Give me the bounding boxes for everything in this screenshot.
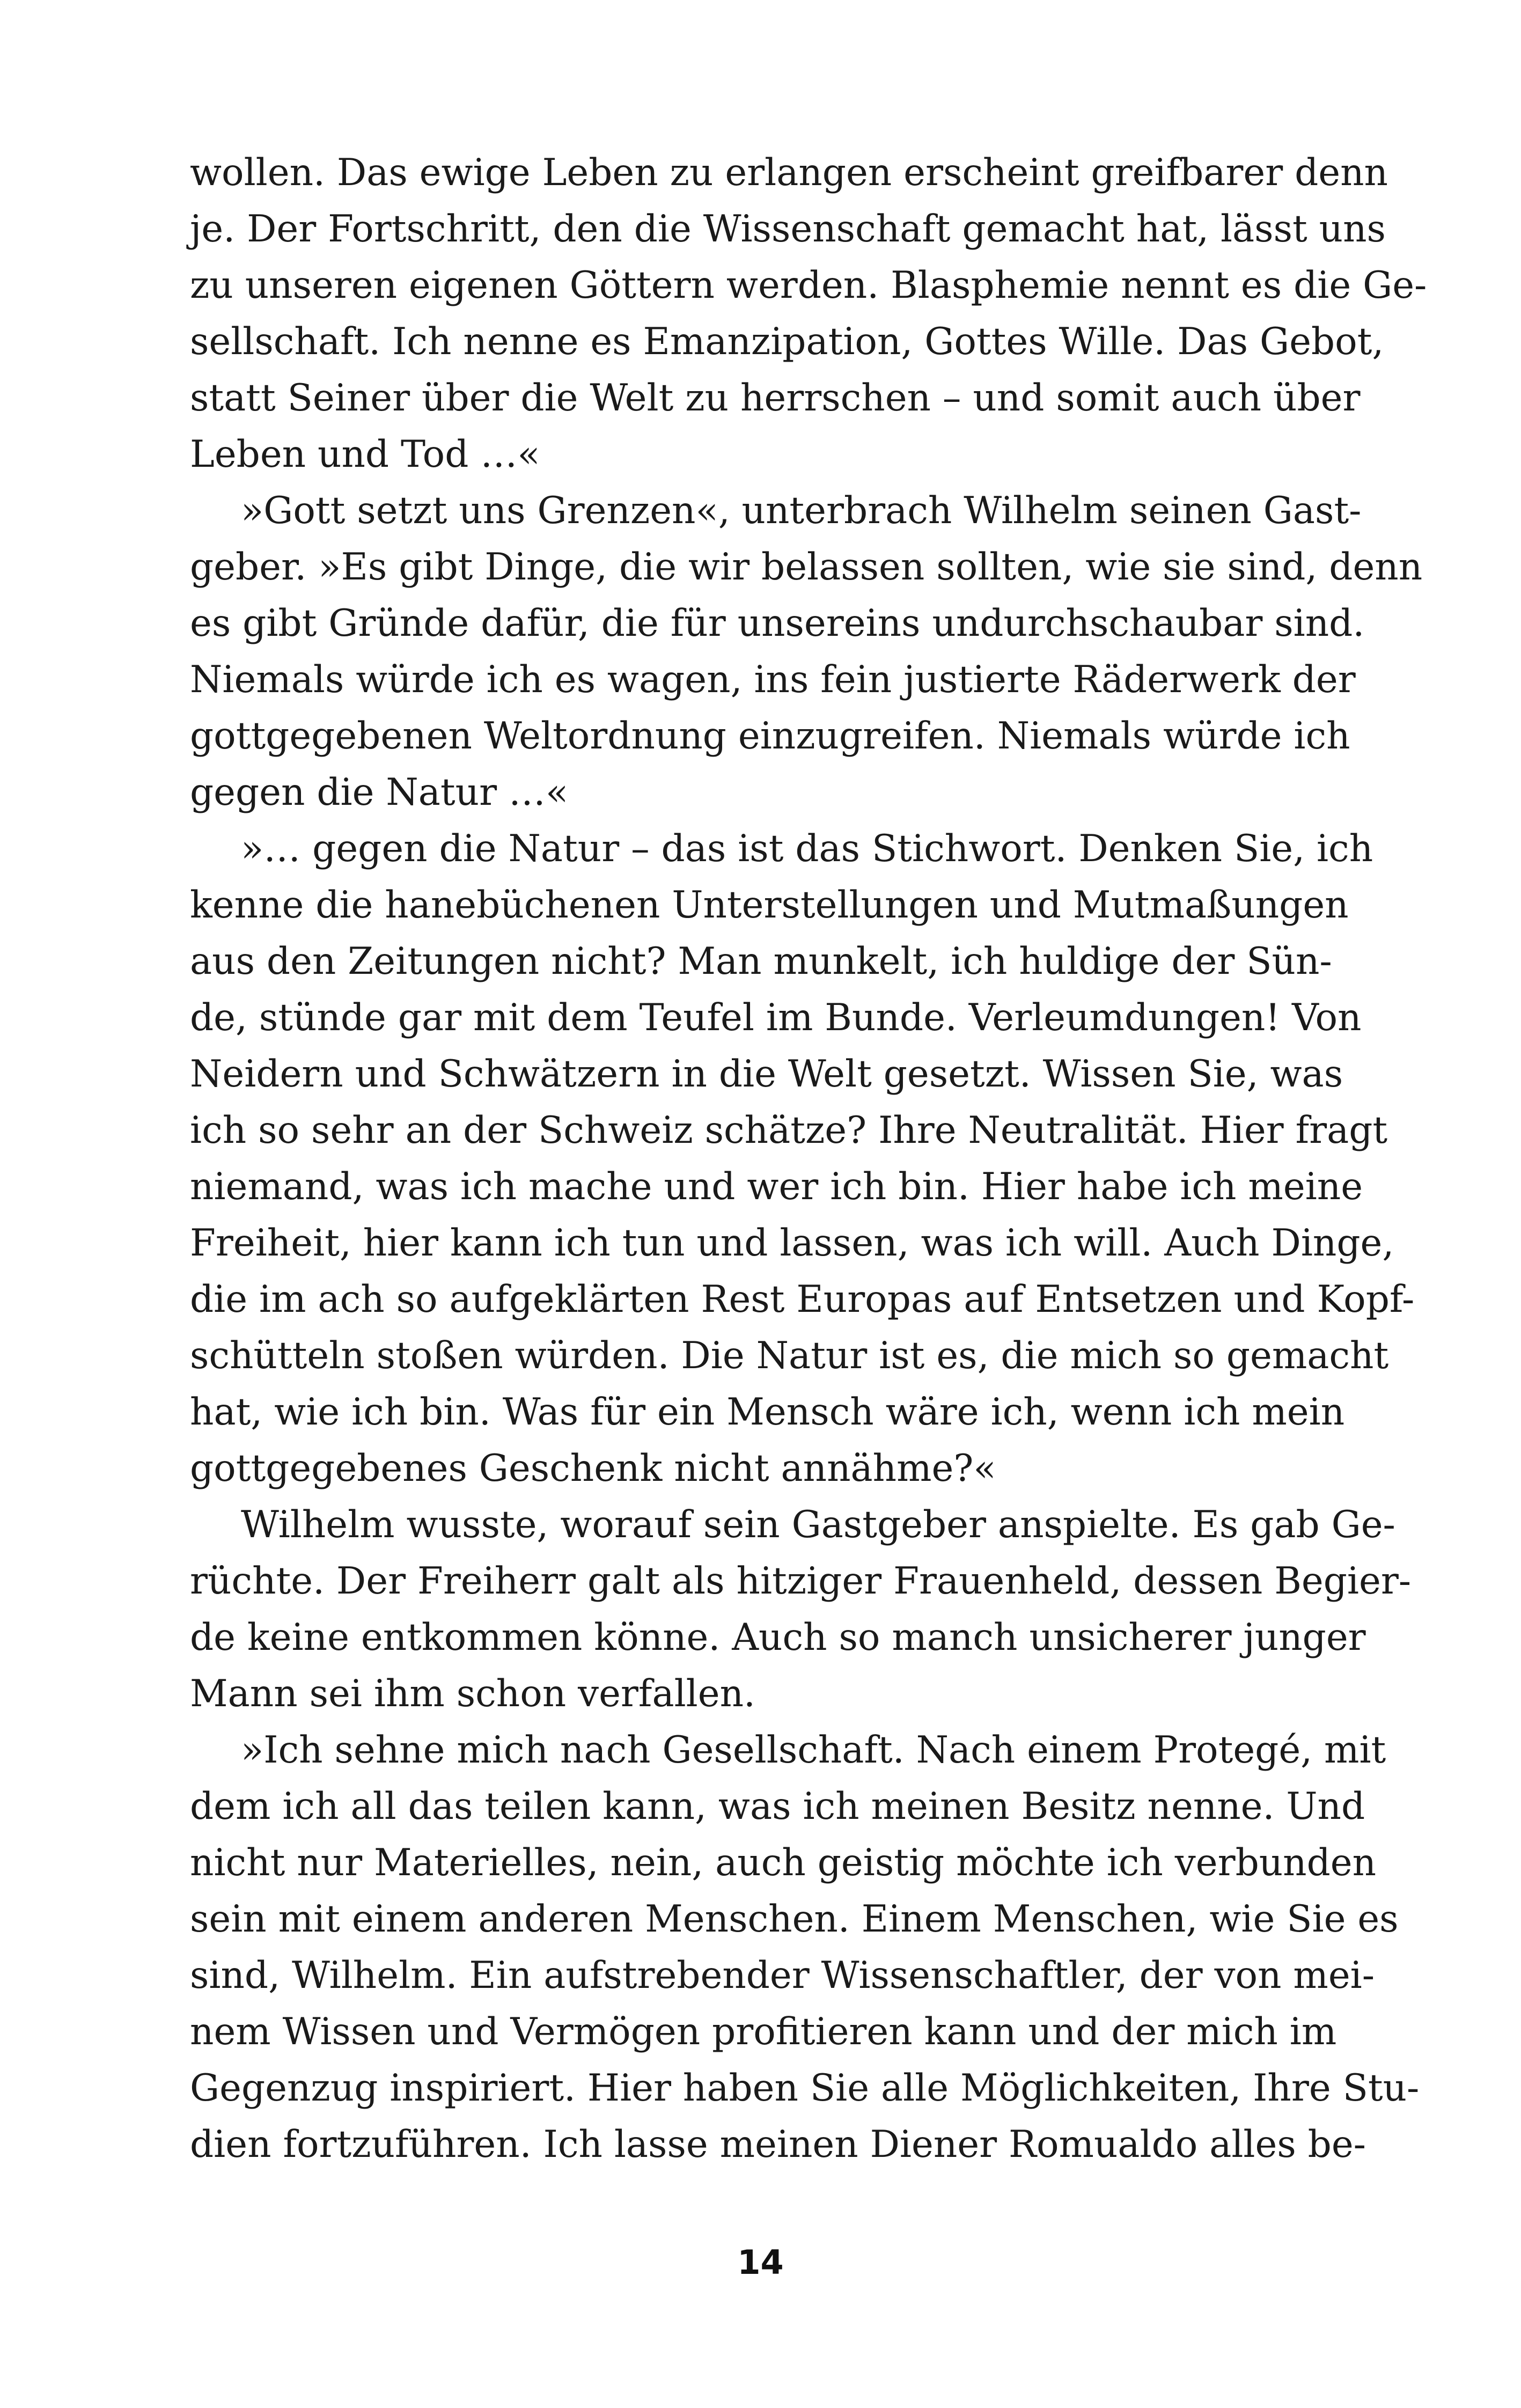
text-line: dem ich all das teilen kann, was ich meinen Besitz nenne. Und <box>190 1785 1365 1828</box>
paragraph-5 <box>190 1722 1420 2173</box>
text-line: »Ich sehne mich nach Gesellschaft. Nach einem Protegé, mit <box>241 1729 1386 1772</box>
text-line: gottgegebenen Weltordnung einzugreifen. Niemals würde ich <box>190 715 1350 758</box>
paragraph-1 <box>190 145 1427 483</box>
text-line: geber. »Es gibt Dinge, die wir belassen sollten, wie sie sind, denn <box>190 546 1423 589</box>
text-line: dien fortzuführen. Ich lasse meinen Diener Romualdo alles be- <box>190 2123 1366 2166</box>
text-line: de keine entkommen könne. Auch so manch unsicherer junger <box>190 1616 1366 1659</box>
text-line: sind, Wilhelm. Ein aufstrebender Wissenschaftler, der von mei- <box>190 1954 1375 1997</box>
text-line: je. Der Fortschritt, den die Wissenschaft gemacht hat, lässt uns <box>190 208 1386 251</box>
text-line: gottgegebenes Geschenk nicht annähme?« <box>190 1447 996 1490</box>
text-line: nem Wissen und Vermögen profitieren kann und der mich im <box>190 2010 1337 2053</box>
text-line: »Gott setzt uns Grenzen«, unterbrach Wilhelm seinen Gast- <box>241 489 1362 532</box>
text-line: gegen die Natur …« <box>190 771 569 814</box>
text-line: wollen. Das ewige Leben zu erlangen erscheint greifbarer denn <box>190 151 1388 194</box>
text-line: Leben und Tod …« <box>190 433 540 476</box>
text-line: hat, wie ich bin. Was für ein Mensch wäre ich, wenn ich mein <box>190 1391 1345 1434</box>
text-line: niemand, was ich mache und wer ich bin. Hier habe ich meine <box>190 1165 1363 1208</box>
text-line: rüchte. Der Freiherr galt als hitziger Frauenheld, dessen Begier- <box>190 1560 1412 1603</box>
text-line: Neidern und Schwätzern in die Welt gesetzt. Wissen Sie, was <box>190 1053 1343 1096</box>
text-line: statt Seiner über die Welt zu herrschen – und somit auch über <box>190 377 1361 420</box>
text-line: schütteln stoßen würden. Die Natur ist es, die mich so gemacht <box>190 1334 1389 1377</box>
paragraph-4 <box>190 1497 1412 1722</box>
text-line: Gegenzug inspiriert. Hier haben Sie alle Möglichkeiten, Ihre Stu- <box>190 2067 1420 2110</box>
text-line: Niemals würde ich es wagen, ins fein justierte Räderwerk der <box>190 658 1356 701</box>
text-line: Freiheit, hier kann ich tun und lassen, was ich will. Auch Dinge, <box>190 1222 1394 1265</box>
text-line: es gibt Gründe dafür, die für unsereins undurchschaubar sind. <box>190 602 1365 645</box>
paragraph-3 <box>190 821 1415 1497</box>
text-line: ich so sehr an der Schweiz schätze? Ihre Neutralität. Hier fragt <box>190 1109 1388 1152</box>
text-line: de, stünde gar mit dem Teufel im Bunde. Verleumdungen! Von <box>190 996 1362 1039</box>
paragraph-2 <box>190 483 1423 821</box>
text-line: Wilhelm wusste, worauf sein Gastgeber anspielte. Es gab Ge- <box>241 1503 1395 1546</box>
text-line: Mann sei ihm schon verfallen. <box>190 1672 755 1715</box>
text-line: die im ach so aufgeklärten Rest Europas auf Entsetzen und Kopf- <box>190 1278 1415 1321</box>
text-line: kenne die hanebüchenen Unterstellungen und Mutmaßungen <box>190 884 1349 927</box>
text-line: sellschaft. Ich nenne es Emanzipation, Gottes Wille. Das Gebot, <box>190 320 1384 363</box>
body-text <box>190 145 1427 2173</box>
text-line: sein mit einem anderen Menschen. Einem Menschen, wie Sie es <box>190 1898 1399 1941</box>
text-line: nicht nur Materielles, nein, auch geistig möchte ich verbunden <box>190 1841 1377 1884</box>
text-line: aus den Zeitungen nicht? Man munkelt, ich huldige der Sün- <box>190 940 1332 983</box>
text-line: »… gegen die Natur – das ist das Stichwort. Denken Sie, ich <box>241 827 1373 870</box>
text-line: zu unseren eigenen Göttern werden. Blasphemie nennt es die Ge- <box>190 264 1427 307</box>
page-number: 14 <box>737 2243 784 2282</box>
